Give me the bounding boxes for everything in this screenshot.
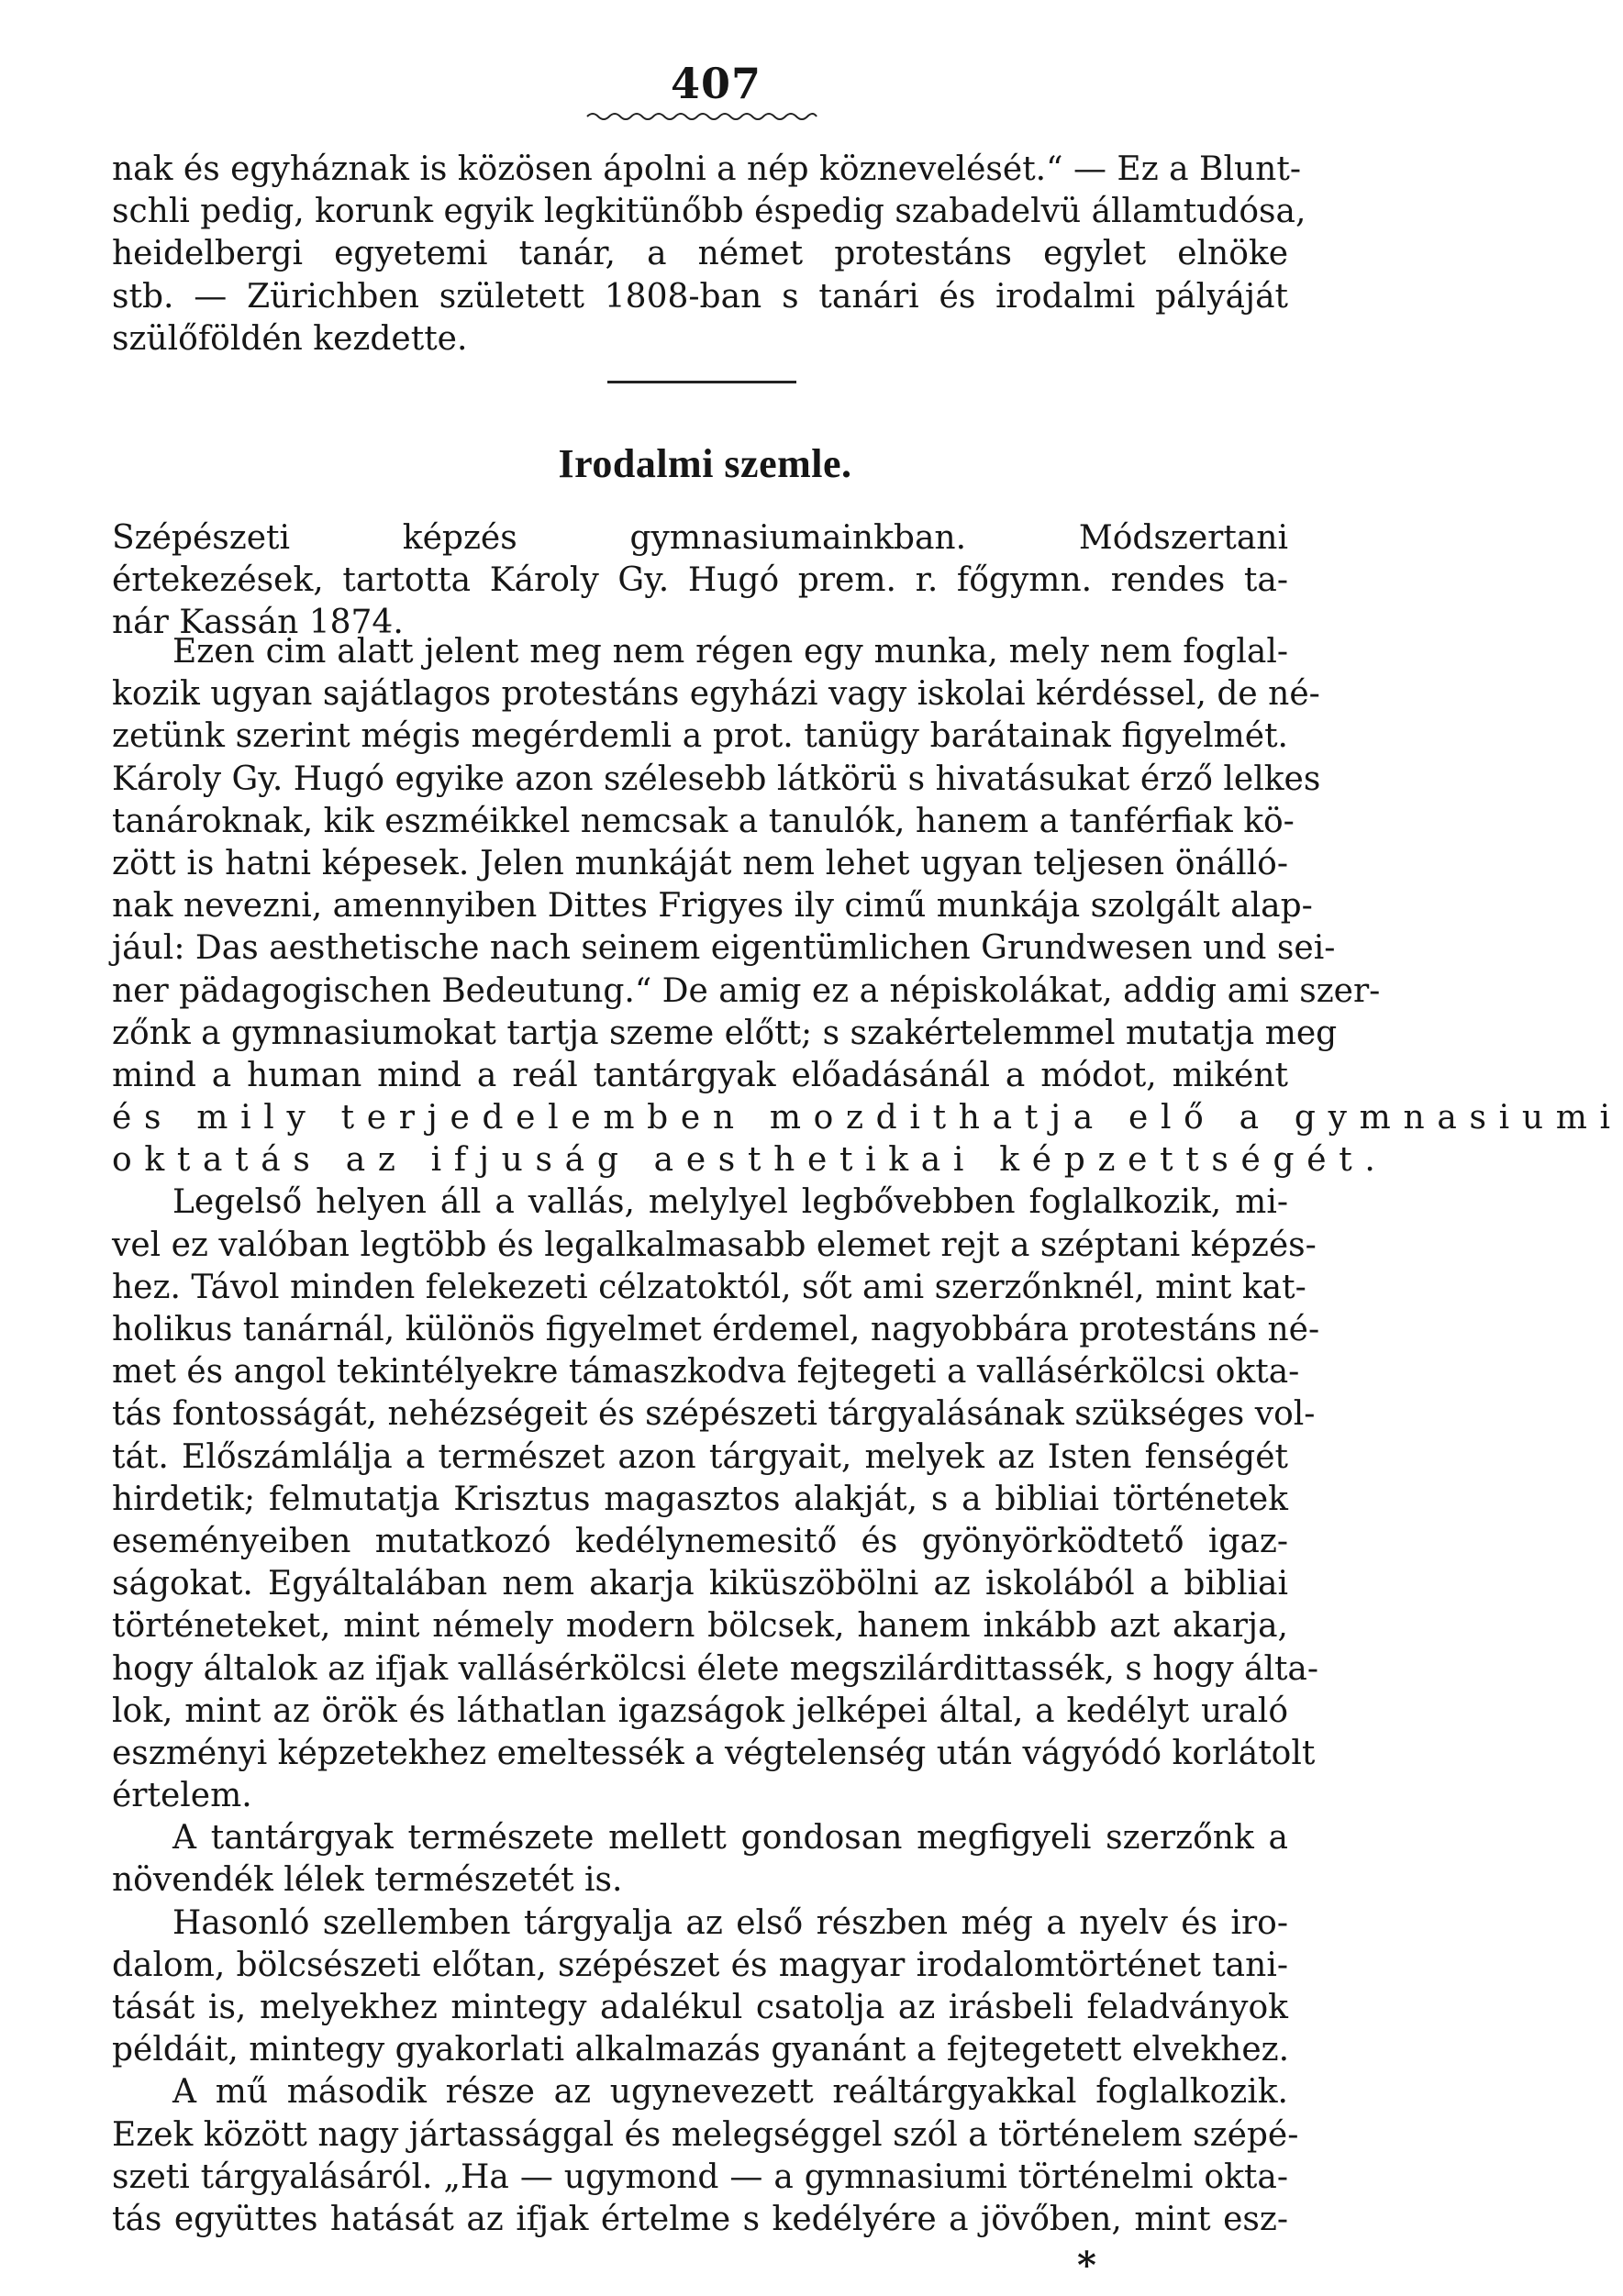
text-line: vel ez valóban legtöbb és legalkalmasabb elemet rejt a széptani képzés- [112, 1226, 1317, 1264]
section-divider [607, 381, 796, 383]
text-line: zőnk a gymnasiumokat tartja szeme előtt; s szakértelemmel mutatja meg [112, 1014, 1338, 1052]
text-line: szülőföldén kezdette. [112, 319, 468, 358]
text-line: növendék lélek természetét is. [112, 1861, 623, 1900]
text-line: eszményi képzetekhez emeltessék a végtelenség után vágyódó korlátolt [112, 1734, 1316, 1772]
page-number: 407 [670, 59, 762, 108]
review-header-line: Szépészeti képzés gymnasiumainkban. Módszertani [112, 519, 1288, 557]
text-line: hirdetik; felmutatja Krisztus magasztos alakját, s a bibliai történetek [112, 1480, 1288, 1518]
review-header-line: nár Kassán 1874. [112, 604, 404, 642]
text-line: tását is, melyekhez mintegy adalékul csatolja az irásbeli feladványok [112, 1989, 1288, 2026]
text-line: értelem. [112, 1777, 252, 1815]
text-line: zetünk szerint mégis megérdemli a prot. tanügy barátainak figyelmét. [112, 717, 1288, 756]
text-line: nak és egyháznak is közösen ápolni a nép köznevelését.“ — Ez a Blunt- [112, 150, 1301, 188]
text-line: hez. Távol minden felekezeti célzatoktól, sőt ami szerzőnknél, mint kat- [112, 1268, 1306, 1306]
text-line-spaced: oktatás az ifjuság aesthetikai képzettségét. [112, 1141, 1388, 1180]
text-line: Ezen cim alatt jelent meg nem régen egy munka, mely nem foglal- [172, 633, 1288, 671]
text-line: Hasonló szellemben tárgyalja az első részben még a nyelv és iro- [172, 1903, 1288, 1942]
text-line: ner pädagogischen Bedeutung.“ De amig ez a népiskolákat, addig ami szer- [112, 971, 1381, 1010]
signature-mark: * [1077, 2244, 1096, 2287]
text-line: mind a human mind a reál tantárgyak előadásánál a módot, miként [112, 1056, 1288, 1094]
text-line: történeteket, mint némely modern bölcsek, hanem inkább azt akarja, [112, 1607, 1288, 1646]
text-line: dalom, bölcsészeti előtan, szépészet és magyar irodalomtörténet tani- [112, 1946, 1288, 1984]
text-line: tát. Előszámlálja a természet azon tárgyait, melyek az Isten fenségét [112, 1437, 1288, 1476]
text-line: tanároknak, kik eszméikkel nemcsak a tanulók, hanem a tanférfiak kö- [112, 802, 1295, 840]
text-line: A tantárgyak természete mellett gondosan megfigyeli szerzőnk a [172, 1819, 1288, 1858]
text-line: zött is hatni képesek. Jelen munkáját nem lehet ugyan teljesen önálló- [112, 844, 1288, 882]
text-line: példáit, mintegy gyakorlati alkalmazás gyanánt a fejtegetett elvekhez. [112, 2031, 1290, 2069]
review-header-line: értekezések, tartotta Károly Gy. Hugó prem. r. főgymn. rendes ta- [112, 561, 1288, 600]
text-line: hogy általok az ifjak vallásérkölcsi élete megszilárdittassék, s hogy álta- [112, 1649, 1319, 1688]
text-line: jául: Das aesthetische nach seinem eigentümlichen Grundwesen und sei- [112, 929, 1336, 968]
text-line: Legelső helyen áll a vallás, melylyel legbővebben foglalkozik, mi- [172, 1183, 1288, 1222]
text-line: met és angol tekintélyekre támaszkodva fejtegeti a vallásérkölcsi okta- [112, 1353, 1300, 1392]
review-body [112, 631, 1623, 2241]
text-line-spaced: és mily terjedelemben mozdithatja elő a gymnasiumi [112, 1099, 1623, 1137]
text-line: eseményeiben mutatkozó kedélynemesitő és gyönyörködtető igaz- [112, 1522, 1288, 1560]
text-line: tás fontosságát, nehézségeit és szépészeti tárgyalásának szükséges vol- [112, 1395, 1316, 1434]
text-line: szeti tárgyalásáról. „Ha — ugymond — a gymnasiumi történelmi okta- [112, 2157, 1288, 2196]
text-line: Károly Gy. Hugó egyike azon szélesebb látkörü s hivatásukat érző lelkes [112, 760, 1321, 798]
text-line: holikus tanárnál, különös figyelmet érdemel, nagyobbára protestáns né- [112, 1311, 1320, 1348]
page-number-wavy-underline [587, 110, 817, 123]
section-title: Irodalmi szemle. [558, 441, 852, 486]
text-line: lok, mint az örök és láthatlan igazságok jelképei által, a kedélyt uraló [112, 1691, 1288, 1730]
text-line: nak nevezni, amennyiben Dittes Frigyes ily cimű munkája szolgált alap- [112, 887, 1313, 926]
text-line: A mű második része az ugynevezett reáltárgyakkal foglalkozik. [172, 2073, 1288, 2112]
text-line: heidelbergi egyetemi tanár, a német protestáns egylet elnöke [112, 235, 1288, 273]
text-line: stb. — Zürichben született 1808-ban s tanári és irodalmi pályáját [112, 277, 1288, 316]
text-line: ságokat. Egyáltalában nem akarja kiküszöbölni az iskolából a bibliai [112, 1565, 1288, 1603]
intro-paragraph [112, 149, 1306, 360]
text-line: schli pedig, korunk egyik legkitünőbb éspedig szabadelvü államtudósa, [112, 193, 1306, 231]
text-line: tás együttes hatását az ifjak értelme s kedélyére a jövőben, mint esz- [112, 2200, 1288, 2238]
text-line: kozik ugyan sajátlagos protestáns egyházi vagy iskolai kérdéssel, de né- [112, 675, 1320, 714]
text-line: Ezek között nagy jártassággal és melegséggel szól a történelem szépé- [112, 2115, 1299, 2154]
review-header [112, 517, 1288, 645]
